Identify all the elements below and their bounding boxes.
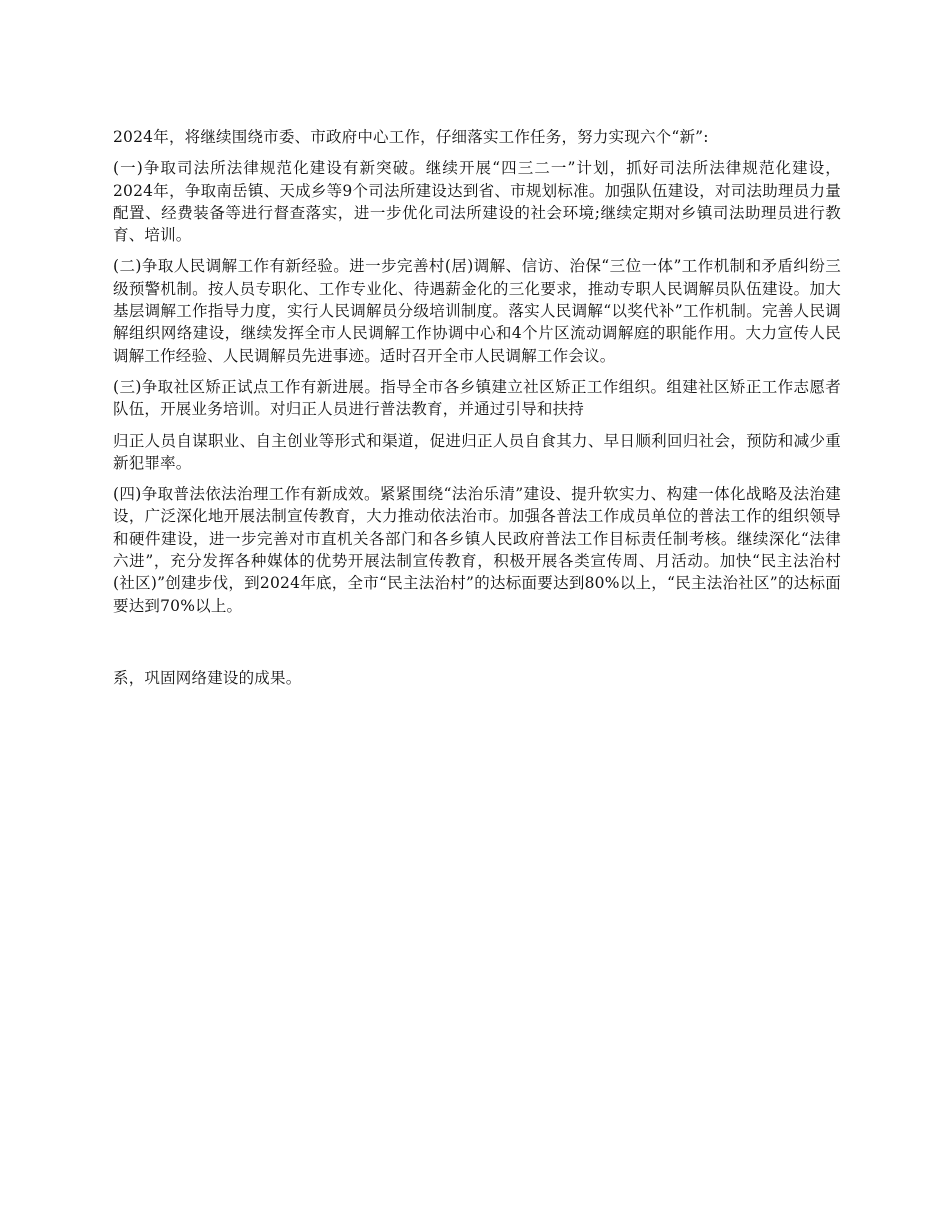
paragraph-section-3-continued: 归正人员自谋职业、自主创业等形式和渠道，促进归正人员自食其力、早日顺利回归社会，预防和减少重新犯罪率。 [113,431,841,472]
paragraph-section-1: (一)争取司法所法律规范化建设有新突破。继续开展“四三二一”计划，抓好司法所法律规范化建设，2024年，争取南岳镇、天成乡等9个司法所建设达到省、市规划标准。加强队伍建设，对司法助理员力量配置、经费装备等进行督查落实，进一步优化司法所建设的社会环境;继续定期对乡镇司法助理员进行教育、培训。 [113,159,841,245]
paragraph-section-2: (二)争取人民调解工作有新经验。进一步完善村(居)调解、信访、治保“三位一体”工作机制和矛盾纠纷三级预警机制。按人员专职化、工作专业化、待遇薪金化的三化要求，推动专职人民调解员队伍建设。加大基层调解工作指导力度，实行人民调解员分级培训制度。落实人民调解“以奖代补”工作机制。完善人民调解组织网络建设，继续发挥全市人民调解工作协调中心和4个片区流动调解庭的职能作用。大力宣传人民调解工作经验、人民调解员先进事迹。适时召开全市人民调解工作会议。 [113,257,841,365]
intro-paragraph: 2024年，将继续围绕市委、市政府中心工作，仔细落实工作任务，努力实现六个“新”: [113,128,709,146]
document-body [113,126,841,698]
paragraph-section-3: (三)争取社区矫正试点工作有新进展。指导全市各乡镇建立社区矫正工作组织。组建社区矫正工作志愿者队伍，开展业务培训。对归正人员进行普法教育，并通过引导和扶持 [113,377,841,419]
paragraph-section-4: (四)争取普法依法治理工作有新成效。紧紧围绕“法治乐清”建设、提升软实力、构建一体化战略及法治建设，广泛深化地开展法制宣传教育，大力推动依法治市。加强各普法工作成员单位的普法工作的组织领导和硬件建设，进一步完善对市直机关各部门和各乡镇人民政府普法工作目标责任制考核。继续深化“法律六进”，充分发挥各种媒体的优势开展法制宣传教育，积极开展各类宣传周、月活动。加快“民主法治村(社区)”创建步伐，到2024年底，全市“民主法治村”的达标面要达到80%以上，“民主法治社区”的达标面要达到70%以上。 [113,485,841,615]
paragraph-fragment: 系，巩固网络建设的成果。 [113,668,302,687]
